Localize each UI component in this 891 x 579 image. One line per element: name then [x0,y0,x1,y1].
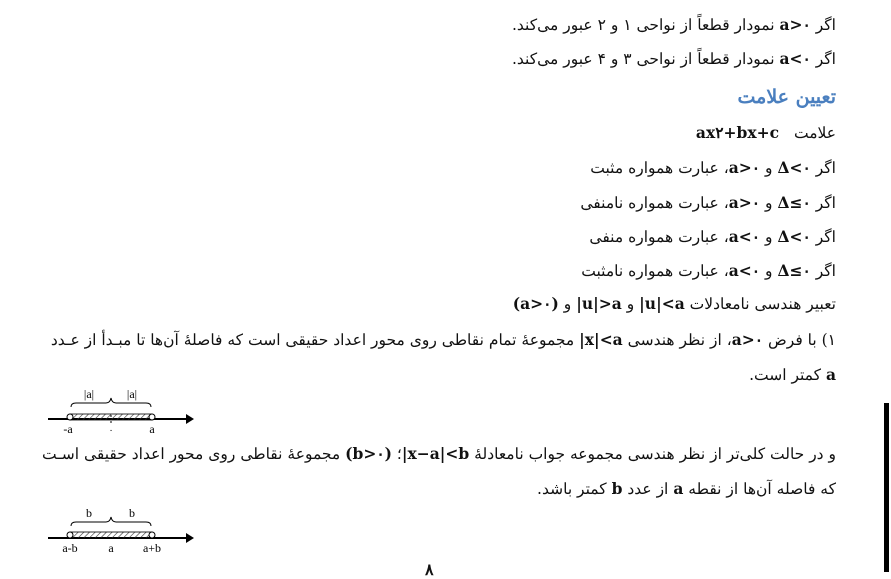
math-abs-greater: |u|>a [576,294,622,313]
math-a-positive: a>۰ [779,15,811,34]
tick-label: a [108,541,114,555]
text: اگر [815,228,836,246]
section-heading: تعیین علامت [737,86,836,108]
top-label: |a| [126,387,138,401]
math-delta: Δ≤۰ [777,261,811,280]
text: مجموعهٔ نقاطی روی محور اعداد حقیقی اسـت [41,445,341,463]
tick-label: ۰ [108,425,114,435]
line-sign-of [696,122,836,144]
text: که فاصله آن‌ها از نقطه [688,480,836,498]
page-edge-bar [884,403,889,572]
math-delta: Δ<۰ [777,158,811,177]
math-b: b [611,479,623,498]
number-line-figure-2 [40,502,200,556]
text: تعبیر هندسی نامعادلات [689,295,836,313]
paragraph-1-line-1 [50,329,836,351]
text: ؛ [396,445,402,463]
math-a: a>۰ [728,158,761,177]
text: نمودار قطعاً از نواحی ۱ و ۲ عبور می‌کند. [511,16,775,34]
text: ، عبارت همواره مثبت [590,159,729,177]
top-label: |a| [83,387,95,401]
case-4 [581,260,836,282]
tick-label: a+b [142,541,162,555]
number-line-figure-1 [40,383,200,435]
math-abs-diff: |x−a|<b [401,444,470,463]
brace [71,517,151,526]
tick-label: a [149,422,155,435]
text: و [765,228,773,246]
line-a-negative [512,48,836,70]
text: اگر [815,159,836,177]
text: مجموعهٔ تمام نقاطی روی محور اعداد حقیقی است که فاصلهٔ آن‌ها تا مبـدأ از عـدد [50,331,575,349]
text: و [765,262,773,280]
math-a: a<۰ [728,261,761,280]
open-endpoint [67,414,73,420]
open-endpoint [67,532,73,538]
math-delta: Δ<۰ [777,227,811,246]
math-delta: Δ≤۰ [777,193,811,212]
math-b-positive: (b>۰) [345,444,392,463]
paragraph-2-line-2 [537,478,836,500]
text: نمودار قطعاً از نواحی ۳ و ۴ عبور می‌کند. [511,50,775,68]
shaded-interval [70,532,152,538]
math-a-negative: a<۰ [779,49,811,68]
case-2 [580,192,836,214]
text: علامت [793,124,836,142]
math-quadratic: ax۲+bx+c [695,123,780,142]
text: اگر [815,262,836,280]
text: اگر [815,16,836,34]
paragraph-2-line-1 [41,443,836,465]
open-endpoint [149,414,155,420]
math-a: a>۰ [728,193,761,212]
geometric-interpretation [513,293,836,315]
case-3 [589,226,836,248]
case-1 [590,157,836,179]
top-label: b [86,506,92,520]
text: اگر [815,194,836,212]
arrow-head [186,414,194,424]
tick-label: a-b [62,541,78,555]
math-condition: (a>۰) [512,294,559,313]
math-a-positive: a>۰ [731,330,764,349]
text: و [765,194,773,212]
text: کمتر باشد. [537,480,607,498]
math-a: a<۰ [728,227,761,246]
arrow-head [186,533,194,543]
paragraph-1-line-2 [749,364,836,386]
text: ، از نظر هندسی [627,331,732,349]
text: ، عبارت همواره نامنفی [580,194,729,212]
math-a: a [825,365,836,384]
math-abs-x: |x|<a [579,330,623,349]
open-endpoint [149,532,155,538]
text: و در حالت کلی‌تر از نظر هندسی مجموعه جواب نامعادلهٔ [474,445,836,463]
line-a-positive [512,14,836,36]
math-abs-less: |u|<a [639,294,685,313]
text: ، عبارت همواره منفی [589,228,729,246]
tick-label: -a [63,422,73,435]
text: ۱) با فرض [768,331,836,349]
text: اگر [815,50,836,68]
page-number: ۸ [425,560,434,579]
text: و [626,295,635,313]
text: و [563,295,572,313]
math-a: a [673,479,684,498]
text: کمتر است. [749,366,822,384]
top-label: b [129,506,135,520]
text: ، عبارت همواره نامثبت [581,262,729,280]
text: از عدد [627,480,669,498]
text: و [765,159,773,177]
